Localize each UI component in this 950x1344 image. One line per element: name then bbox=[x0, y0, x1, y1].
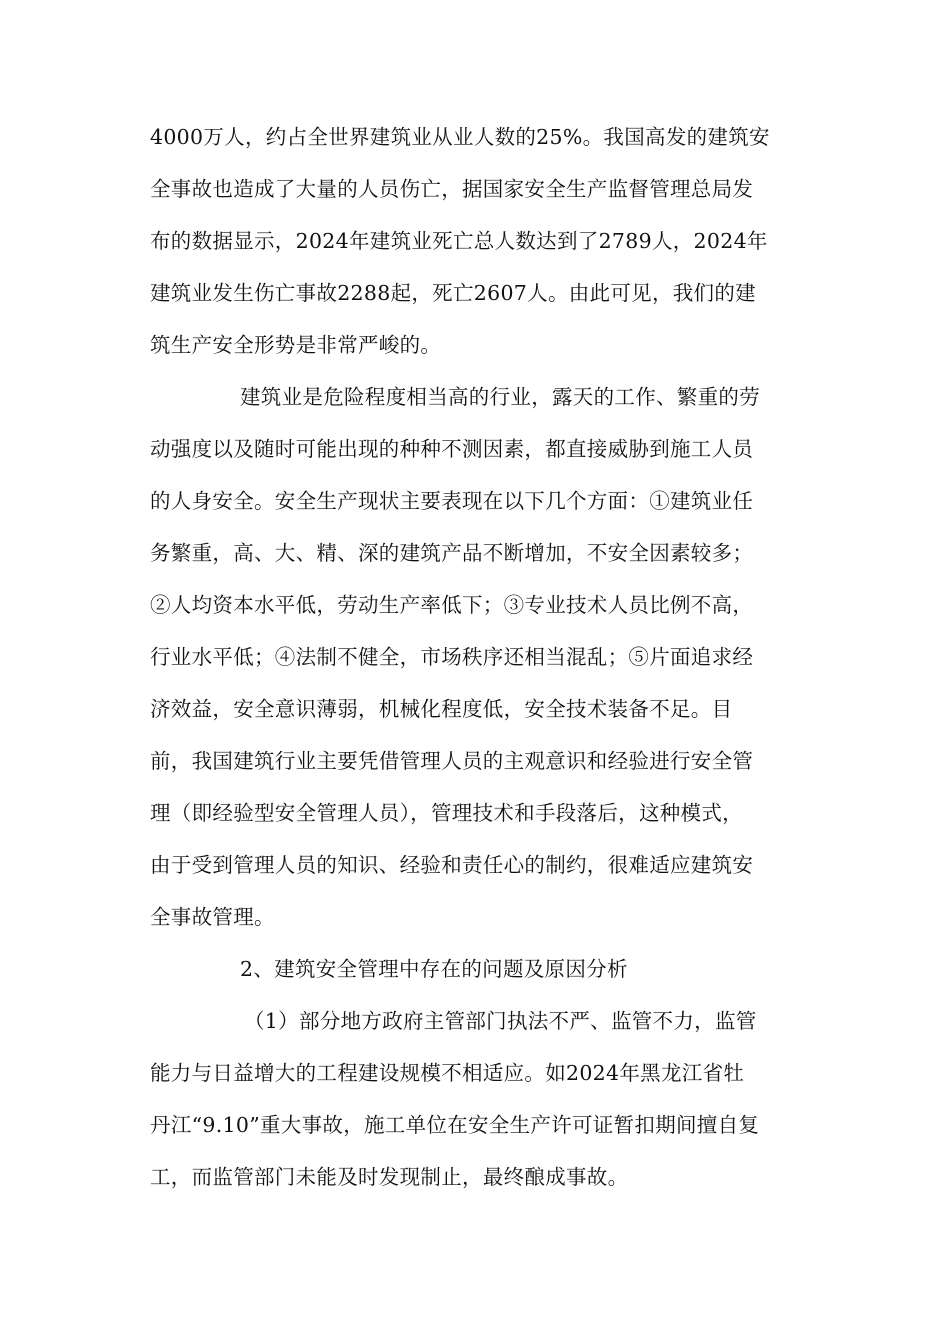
text-line: 全事故管理。 bbox=[150, 905, 275, 929]
text-line: 工，而监管部门未能及时发现制止，最终酿成事故。 bbox=[150, 1165, 629, 1189]
text-line: 建筑业是危险程度相当高的行业，露天的工作、繁重的劳 bbox=[240, 385, 760, 409]
text-line: 建筑业发生伤亡事故2288起，死亡2607人。由此可见，我们的建 bbox=[150, 281, 756, 305]
text-line: 筑生产安全形势是非常严峻的。 bbox=[150, 333, 442, 357]
text-line: 全事故也造成了大量的人员伤亡，据国家安全生产监督管理总局发 bbox=[150, 177, 754, 201]
text-line: 济效益，安全意识薄弱，机械化程度低，安全技术装备不足。目 bbox=[150, 697, 733, 721]
text-line: 理（即经验型安全管理人员），管理技术和手段落后，这种模式， bbox=[150, 801, 743, 825]
text-line: 务繁重，高、大、精、深的建筑产品不断增加，不安全因素较多； bbox=[150, 541, 754, 565]
text-line: 行业水平低；④法制不健全，市场秩序还相当混乱；⑤片面追求经 bbox=[150, 645, 754, 669]
text-line: ②人均资本水平低，劳动生产率低下；③专业技术人员比例不高， bbox=[150, 593, 754, 617]
section-heading: 2、建筑安全管理中存在的问题及原因分析 bbox=[240, 957, 628, 981]
text-line: 丹江“9.10”重大事故，施工单位在安全生产许可证暂扣期间擅自复 bbox=[150, 1113, 760, 1137]
text-line: 4000万人，约占全世界建筑业从业人数的25%。我国高发的建筑安 bbox=[150, 125, 770, 149]
text-line: 能力与日益增大的工程建设规模不相适应。如2024年黑龙江省牡 bbox=[150, 1061, 745, 1085]
text-line: 布的数据显示，2024年建筑业死亡总人数达到了2789人，2024年 bbox=[150, 229, 768, 253]
text-line: 的人身安全。安全生产现状主要表现在以下几个方面：①建筑业任 bbox=[150, 489, 754, 513]
text-line: 动强度以及随时可能出现的种种不测因素，都直接威胁到施工人员 bbox=[150, 437, 754, 461]
text-line: （1）部分地方政府主管部门执法不严、监管不力，监管 bbox=[244, 1009, 757, 1033]
text-line: 由于受到管理人员的知识、经验和责任心的制约，很难适应建筑安 bbox=[150, 853, 754, 877]
text-line: 前，我国建筑行业主要凭借管理人员的主观意识和经验进行安全管 bbox=[150, 749, 754, 773]
